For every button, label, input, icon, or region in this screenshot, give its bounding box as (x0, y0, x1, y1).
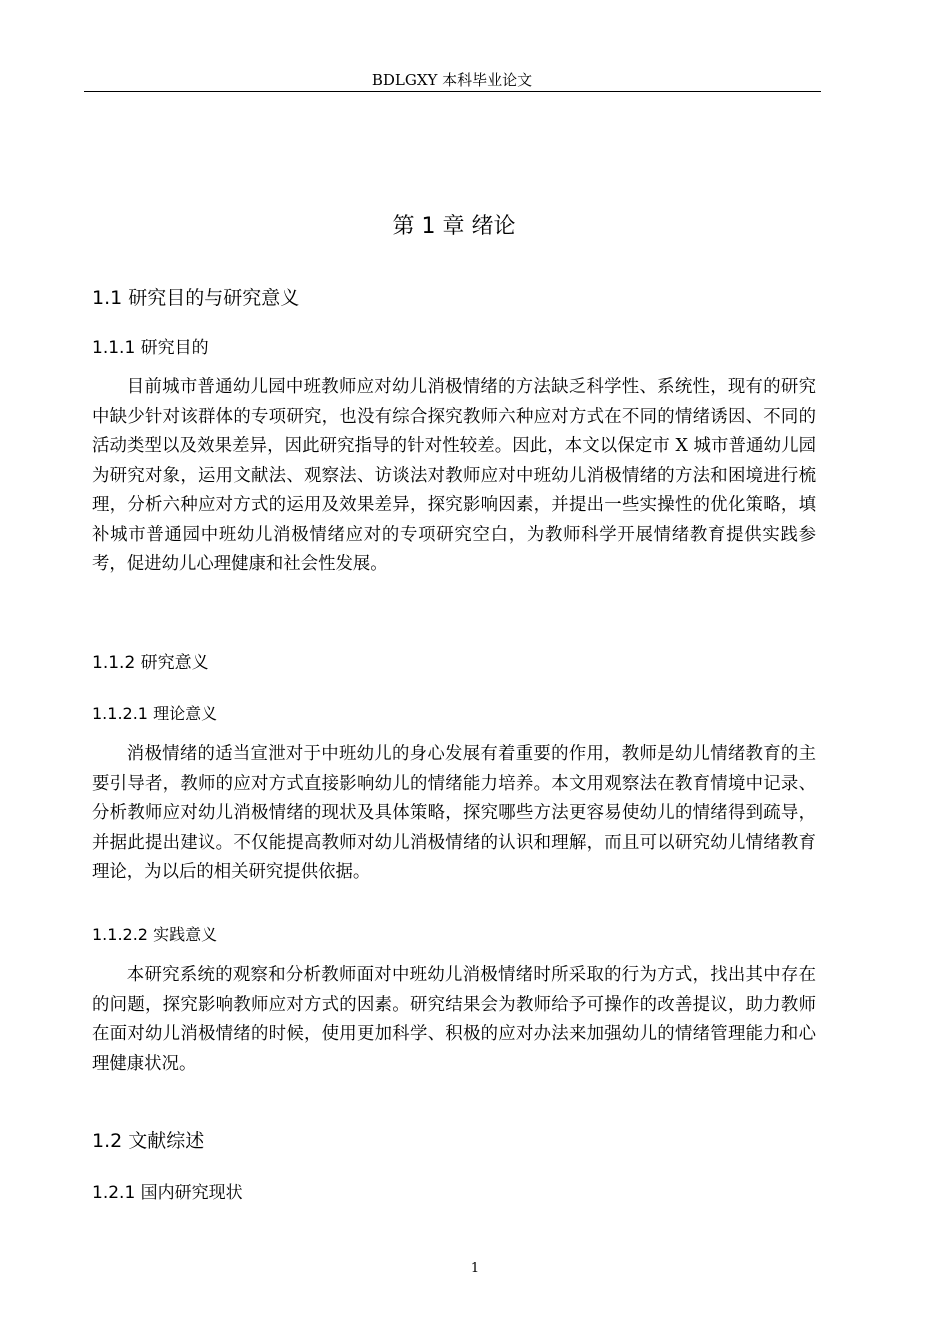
section-heading-1-2: 1.2 文献综述 (92, 1130, 205, 1152)
paragraph-theoretical-significance: 消极情绪的适当宣泄对于中班幼儿的身心发展有着重要的作用，教师是幼儿情绪教育的主要引导者，教师的应对方式直接影响幼儿的情绪能力培养。本文用观察法在教育情境中记录、分析教师应对幼儿消极情绪的现状及具体策略，探究哪些方法更容易使幼儿的情绪得到疏导，并据此提出建议。不仅能提高教师对幼儿消极情绪的认识和理解，而且可以研究幼儿情绪教育理论，为以后的相关研究提供依据。 (92, 744, 816, 882)
running-header: BDLGXY 本科毕业论文 (371, 71, 533, 89)
section-heading-1-1-2-2: 1.1.2.2 实践意义 (92, 925, 218, 944)
paragraph-research-purpose: 目前城市普通幼儿园中班教师应对幼儿消极情绪的方法缺乏科学性、系统性，现有的研究中缺少针对该群体的专项研究，也没有综合探究教师六种应对方式在不同的情绪诱因、不同的活动类型以及效果差异，因此研究指导的针对性较差。因此，本文以保定市 X 城市普通幼儿园为研究对象，运用文献法、观察法、访谈法对教师应对中班幼儿消极情绪的方法和困境进行梳理，分析六种应对方式的运用及效果差异，探究影响因素，并提出一些实操性的优化策略，填补城市普通园中班幼儿消极情绪应对的专项研究空白，为教师科学开展情绪教育提供实践参考，促进幼儿心理健康和社会性发展。 (92, 377, 816, 574)
paragraph-practical-significance: 本研究系统的观察和分析教师面对中班幼儿消极情绪时所采取的行为方式，找出其中存在的问题，探究影响教师应对方式的因素。研究结果会为教师给予可操作的改善提议，助力教师在面对幼儿消极情绪的时候，使用更加科学、积极的应对办法来加强幼儿的情绪管理能力和心理健康状况。 (92, 965, 816, 1074)
section-heading-1-2-1: 1.2.1 国内研究现状 (92, 1183, 243, 1203)
page-number: 1 (470, 1261, 480, 1276)
section-heading-1-1-2: 1.1.2 研究意义 (92, 653, 209, 673)
section-heading-1-1: 1.1 研究目的与研究意义 (92, 287, 300, 309)
section-heading-1-1-1: 1.1.1 研究目的 (92, 338, 209, 358)
header-rule (84, 91, 821, 92)
section-heading-1-1-2-1: 1.1.2.1 理论意义 (92, 704, 218, 723)
chapter-title: 第 1 章 绪论 (392, 214, 516, 239)
